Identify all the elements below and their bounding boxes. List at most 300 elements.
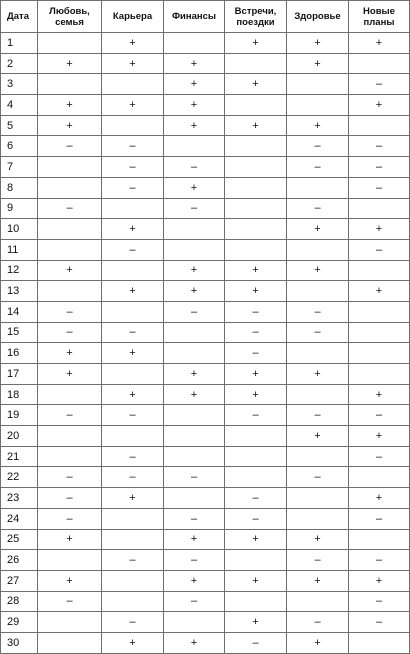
cell-career <box>102 446 164 467</box>
date-cell: 27 <box>1 570 38 591</box>
cell-career <box>102 467 164 488</box>
cell-love-family <box>38 33 102 54</box>
table-row <box>1 405 410 426</box>
cell-finance <box>164 74 225 95</box>
date-cell: 3 <box>1 74 38 95</box>
mark-new-plans: – <box>375 595 383 608</box>
date-cell: 5 <box>1 115 38 136</box>
cell-love-family <box>38 550 102 571</box>
mark-health: – <box>314 160 321 173</box>
table-row <box>1 550 410 571</box>
mark-love-family: – <box>66 202 73 215</box>
cell-meetings-trips <box>225 405 287 426</box>
cell-career <box>102 612 164 633</box>
mark-meetings-trips: – <box>252 636 259 649</box>
mark-love-family: + <box>66 119 73 132</box>
cell-new-plans <box>349 53 410 74</box>
date-cell: 22 <box>1 467 38 488</box>
cell-meetings-trips <box>225 136 287 157</box>
mark-meetings-trips: + <box>252 367 259 380</box>
mark-meetings-trips: + <box>252 574 259 587</box>
cell-health <box>287 115 349 136</box>
cell-meetings-trips <box>225 591 287 612</box>
cell-love-family <box>38 488 102 509</box>
cell-meetings-trips <box>225 115 287 136</box>
cell-new-plans <box>349 364 410 385</box>
mark-new-plans: + <box>375 223 383 236</box>
mark-health: – <box>314 409 321 422</box>
cell-love-family <box>38 364 102 385</box>
cell-finance <box>164 384 225 405</box>
mark-finance: – <box>190 512 198 525</box>
cell-meetings-trips <box>225 343 287 364</box>
mark-career: – <box>129 160 136 173</box>
mark-meetings-trips: – <box>252 409 259 422</box>
mark-health: – <box>314 202 321 215</box>
mark-new-plans: – <box>375 554 383 567</box>
mark-new-plans: – <box>375 181 383 194</box>
cell-finance <box>164 529 225 550</box>
mark-health: + <box>314 533 321 546</box>
mark-new-plans: + <box>375 285 383 298</box>
cell-love-family <box>38 301 102 322</box>
cell-meetings-trips <box>225 488 287 509</box>
cell-finance <box>164 426 225 447</box>
cell-health <box>287 343 349 364</box>
date-cell: 14 <box>1 301 38 322</box>
cell-health <box>287 384 349 405</box>
table-row <box>1 508 410 529</box>
cell-love-family <box>38 157 102 178</box>
cell-career <box>102 239 164 260</box>
mark-career: + <box>129 57 136 70</box>
table-row <box>1 260 410 281</box>
table-body <box>1 33 410 654</box>
cell-career <box>102 53 164 74</box>
date-cell: 30 <box>1 632 38 653</box>
mark-love-family: – <box>66 305 73 318</box>
cell-career <box>102 115 164 136</box>
mark-love-family: – <box>66 512 73 525</box>
mark-love-family: – <box>66 140 73 153</box>
header-new-plans: Новые планы <box>349 1 410 33</box>
cell-health <box>287 570 349 591</box>
cell-meetings-trips <box>225 219 287 240</box>
cell-new-plans <box>349 570 410 591</box>
date-cell: 26 <box>1 550 38 571</box>
header-career: Карьера <box>102 1 164 33</box>
cell-health <box>287 260 349 281</box>
cell-career <box>102 219 164 240</box>
mark-health: + <box>314 119 321 132</box>
table-row <box>1 364 410 385</box>
cell-health <box>287 322 349 343</box>
mark-new-plans: – <box>375 450 383 463</box>
cell-new-plans <box>349 529 410 550</box>
cell-finance <box>164 281 225 302</box>
mark-love-family: – <box>66 326 73 339</box>
cell-meetings-trips <box>225 446 287 467</box>
cell-new-plans <box>349 198 410 219</box>
cell-health <box>287 508 349 529</box>
cell-health <box>287 426 349 447</box>
mark-health: + <box>314 264 321 277</box>
cell-career <box>102 364 164 385</box>
mark-meetings-trips: – <box>252 347 259 360</box>
mark-love-family: + <box>66 367 73 380</box>
mark-career: + <box>129 491 136 504</box>
cell-new-plans <box>349 467 410 488</box>
cell-health <box>287 198 349 219</box>
cell-meetings-trips <box>225 177 287 198</box>
cell-finance <box>164 177 225 198</box>
cell-love-family <box>38 612 102 633</box>
cell-meetings-trips <box>225 281 287 302</box>
mark-health: + <box>314 57 321 70</box>
cell-new-plans <box>349 95 410 116</box>
cell-finance <box>164 508 225 529</box>
table-row <box>1 529 410 550</box>
table-row <box>1 115 410 136</box>
cell-finance <box>164 343 225 364</box>
mark-finance: – <box>190 160 198 173</box>
cell-meetings-trips <box>225 529 287 550</box>
mark-finance: + <box>190 264 198 277</box>
cell-health <box>287 281 349 302</box>
table-row <box>1 301 410 322</box>
cell-love-family <box>38 136 102 157</box>
mark-finance: + <box>190 367 198 380</box>
cell-new-plans <box>349 177 410 198</box>
cell-love-family <box>38 446 102 467</box>
mark-new-plans: – <box>375 160 383 173</box>
cell-meetings-trips <box>225 550 287 571</box>
table-row <box>1 136 410 157</box>
cell-career <box>102 198 164 219</box>
table-row <box>1 219 410 240</box>
cell-new-plans <box>349 550 410 571</box>
cell-finance <box>164 591 225 612</box>
cell-health <box>287 157 349 178</box>
cell-new-plans <box>349 632 410 653</box>
mark-love-family: – <box>66 409 73 422</box>
mark-meetings-trips: – <box>252 512 259 525</box>
mark-new-plans: – <box>375 512 383 525</box>
cell-love-family <box>38 570 102 591</box>
mark-meetings-trips: – <box>252 305 259 318</box>
cell-meetings-trips <box>225 239 287 260</box>
cell-new-plans <box>349 343 410 364</box>
mark-career: – <box>129 554 136 567</box>
cell-health <box>287 467 349 488</box>
cell-career <box>102 508 164 529</box>
mark-love-family: + <box>66 533 73 546</box>
mark-finance: + <box>190 533 198 546</box>
mark-finance: + <box>190 388 198 401</box>
cell-new-plans <box>349 33 410 54</box>
cell-new-plans <box>349 508 410 529</box>
cell-new-plans <box>349 384 410 405</box>
cell-finance <box>164 488 225 509</box>
mark-new-plans: – <box>375 409 383 422</box>
mark-love-family: + <box>66 264 73 277</box>
cell-health <box>287 95 349 116</box>
date-cell: 4 <box>1 95 38 116</box>
table-row <box>1 570 410 591</box>
mark-new-plans: + <box>375 491 383 504</box>
date-cell: 12 <box>1 260 38 281</box>
header-love-family: Любовь, семья <box>38 1 102 33</box>
mark-meetings-trips: + <box>252 388 259 401</box>
mark-finance: + <box>190 636 198 649</box>
cell-career <box>102 591 164 612</box>
cell-career <box>102 405 164 426</box>
cell-new-plans <box>349 260 410 281</box>
cell-career <box>102 529 164 550</box>
header-meetings-trips: Встречи, поездки <box>225 1 287 33</box>
date-cell: 19 <box>1 405 38 426</box>
cell-new-plans <box>349 426 410 447</box>
mark-meetings-trips: + <box>252 119 259 132</box>
table-row <box>1 281 410 302</box>
mark-health: + <box>314 36 321 49</box>
header-row <box>1 1 410 33</box>
table-row <box>1 33 410 54</box>
cell-meetings-trips <box>225 426 287 447</box>
table-row <box>1 591 410 612</box>
mark-health: – <box>314 616 321 629</box>
cell-meetings-trips <box>225 364 287 385</box>
cell-health <box>287 529 349 550</box>
cell-love-family <box>38 591 102 612</box>
date-cell: 6 <box>1 136 38 157</box>
date-cell: 21 <box>1 446 38 467</box>
cell-love-family <box>38 426 102 447</box>
cell-career <box>102 260 164 281</box>
mark-new-plans: + <box>375 388 383 401</box>
cell-love-family <box>38 405 102 426</box>
date-cell: 10 <box>1 219 38 240</box>
cell-love-family <box>38 115 102 136</box>
mark-finance: + <box>190 78 198 91</box>
mark-health: + <box>314 367 321 380</box>
mark-career: + <box>129 36 136 49</box>
cell-new-plans <box>349 301 410 322</box>
table-row <box>1 426 410 447</box>
date-cell: 18 <box>1 384 38 405</box>
mark-career: + <box>129 347 136 360</box>
mark-career: + <box>129 285 136 298</box>
cell-career <box>102 488 164 509</box>
mark-career: – <box>129 243 136 256</box>
cell-meetings-trips <box>225 301 287 322</box>
mark-meetings-trips: + <box>252 285 259 298</box>
cell-career <box>102 74 164 95</box>
cell-love-family <box>38 53 102 74</box>
mark-meetings-trips: + <box>252 616 259 629</box>
header-date: Дата <box>1 1 38 33</box>
cell-health <box>287 612 349 633</box>
table-row <box>1 95 410 116</box>
mark-meetings-trips: + <box>252 36 259 49</box>
mark-career: – <box>129 140 136 153</box>
date-cell: 20 <box>1 426 38 447</box>
table-row <box>1 157 410 178</box>
header-finance: Финансы <box>164 1 225 33</box>
cell-finance <box>164 239 225 260</box>
mark-health: + <box>314 429 321 442</box>
mark-career: – <box>129 471 136 484</box>
cell-career <box>102 136 164 157</box>
date-cell: 24 <box>1 508 38 529</box>
mark-health: + <box>314 574 321 587</box>
cell-love-family <box>38 260 102 281</box>
cell-career <box>102 322 164 343</box>
cell-meetings-trips <box>225 467 287 488</box>
cell-love-family <box>38 177 102 198</box>
cell-career <box>102 570 164 591</box>
cell-health <box>287 219 349 240</box>
cell-meetings-trips <box>225 384 287 405</box>
cell-finance <box>164 550 225 571</box>
cell-health <box>287 364 349 385</box>
mark-finance: + <box>190 574 198 587</box>
date-cell: 25 <box>1 529 38 550</box>
table-row <box>1 343 410 364</box>
cell-love-family <box>38 281 102 302</box>
mark-finance: + <box>190 57 198 70</box>
cell-new-plans <box>349 239 410 260</box>
cell-meetings-trips <box>225 74 287 95</box>
cell-new-plans <box>349 446 410 467</box>
cell-meetings-trips <box>225 157 287 178</box>
cell-new-plans <box>349 74 410 95</box>
cell-finance <box>164 570 225 591</box>
table-row <box>1 177 410 198</box>
date-cell: 28 <box>1 591 38 612</box>
cell-new-plans <box>349 115 410 136</box>
mark-finance: – <box>190 471 198 484</box>
mark-finance: – <box>190 595 198 608</box>
cell-health <box>287 405 349 426</box>
cell-health <box>287 301 349 322</box>
cell-love-family <box>38 198 102 219</box>
mark-love-family: + <box>66 574 73 587</box>
cell-health <box>287 591 349 612</box>
cell-meetings-trips <box>225 33 287 54</box>
table-row <box>1 53 410 74</box>
mark-new-plans: + <box>375 574 383 587</box>
table-row <box>1 632 410 653</box>
cell-health <box>287 446 349 467</box>
cell-meetings-trips <box>225 322 287 343</box>
cell-new-plans <box>349 219 410 240</box>
table-row <box>1 612 410 633</box>
mark-new-plans: + <box>375 36 383 49</box>
date-cell: 23 <box>1 488 38 509</box>
cell-finance <box>164 364 225 385</box>
mark-health: – <box>314 554 321 567</box>
date-cell: 17 <box>1 364 38 385</box>
mark-career: – <box>129 409 136 422</box>
cell-meetings-trips <box>225 508 287 529</box>
table-row <box>1 467 410 488</box>
mark-love-family: + <box>66 98 73 111</box>
cell-health <box>287 33 349 54</box>
mark-meetings-trips: + <box>252 533 259 546</box>
cell-love-family <box>38 95 102 116</box>
mark-meetings-trips: + <box>252 264 259 277</box>
cell-finance <box>164 467 225 488</box>
cell-meetings-trips <box>225 632 287 653</box>
mark-love-family: – <box>66 595 73 608</box>
cell-love-family <box>38 343 102 364</box>
date-cell: 13 <box>1 281 38 302</box>
cell-love-family <box>38 529 102 550</box>
cell-health <box>287 177 349 198</box>
cell-career <box>102 301 164 322</box>
mark-love-family: + <box>66 57 73 70</box>
cell-love-family <box>38 322 102 343</box>
cell-health <box>287 136 349 157</box>
mark-finance: + <box>190 285 198 298</box>
date-cell: 15 <box>1 322 38 343</box>
date-cell: 29 <box>1 612 38 633</box>
mark-health: – <box>314 471 321 484</box>
cell-finance <box>164 115 225 136</box>
mark-love-family: – <box>66 471 73 484</box>
cell-meetings-trips <box>225 198 287 219</box>
date-cell: 7 <box>1 157 38 178</box>
cell-new-plans <box>349 157 410 178</box>
cell-new-plans <box>349 281 410 302</box>
cell-career <box>102 343 164 364</box>
date-cell: 9 <box>1 198 38 219</box>
mark-health: – <box>314 140 321 153</box>
cell-love-family <box>38 239 102 260</box>
cell-new-plans <box>349 322 410 343</box>
cell-finance <box>164 612 225 633</box>
cell-health <box>287 53 349 74</box>
mark-career: + <box>129 636 136 649</box>
table-row <box>1 239 410 260</box>
mark-health: + <box>314 223 321 236</box>
cell-finance <box>164 301 225 322</box>
mark-finance: + <box>190 119 198 132</box>
cell-love-family <box>38 467 102 488</box>
table-row <box>1 488 410 509</box>
cell-career <box>102 550 164 571</box>
cell-new-plans <box>349 591 410 612</box>
cell-career <box>102 33 164 54</box>
mark-new-plans: – <box>375 78 383 91</box>
mark-health: – <box>314 326 321 339</box>
mark-finance: – <box>190 305 198 318</box>
cell-love-family <box>38 74 102 95</box>
table-row <box>1 322 410 343</box>
mark-health: – <box>314 305 321 318</box>
table-row <box>1 74 410 95</box>
mark-career: + <box>129 223 136 236</box>
mark-meetings-trips: – <box>252 491 259 504</box>
header-health: Здоровье <box>287 1 349 33</box>
mark-career: + <box>129 98 136 111</box>
mark-career: + <box>129 388 136 401</box>
mark-health: + <box>314 636 321 649</box>
date-cell: 8 <box>1 177 38 198</box>
cell-meetings-trips <box>225 260 287 281</box>
table-row <box>1 384 410 405</box>
